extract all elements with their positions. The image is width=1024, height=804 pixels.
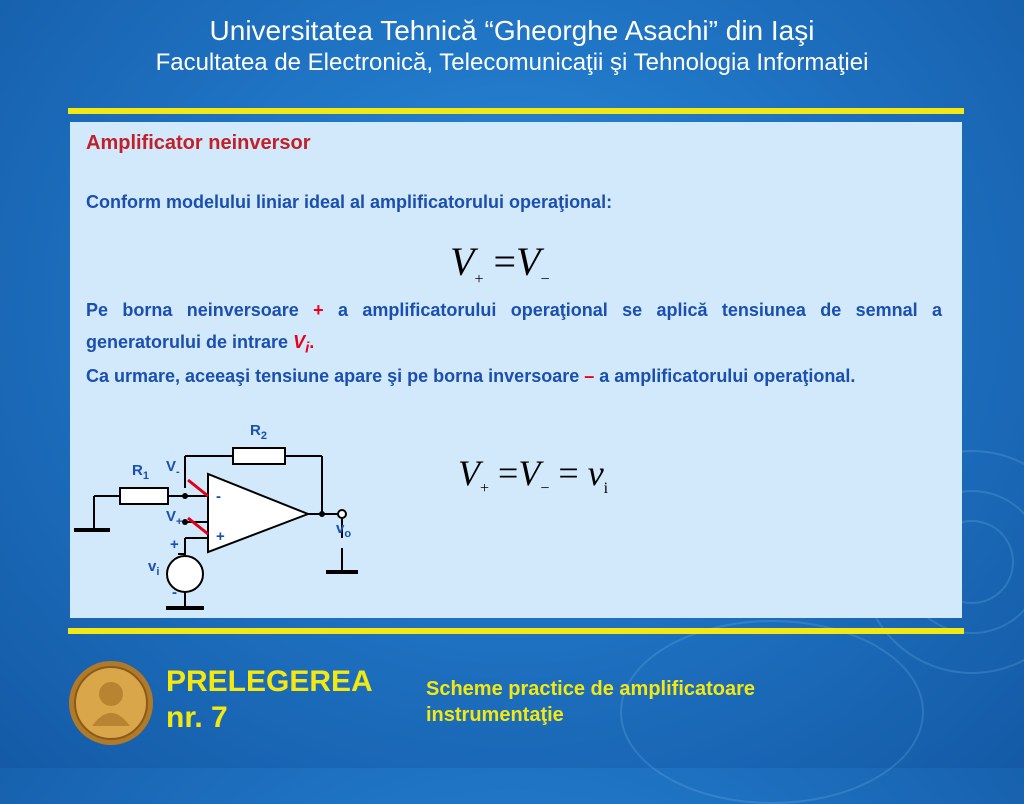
- resistor-r2: [233, 448, 285, 464]
- r2-label: $R_2$: [250, 422, 267, 442]
- equation-2: $V_+ =V_- = v_i$: [458, 453, 609, 498]
- opamp-circuit-diagram: [70, 418, 390, 618]
- vi-symbol: $V_i$: [293, 332, 310, 357]
- equation-1: $V_+ =V_-$: [450, 239, 550, 288]
- lecture-topic: Scheme practice de amplificatoare instrumentaţie: [426, 678, 756, 726]
- source-plus-label: +: [170, 536, 179, 553]
- minus-sign: –: [584, 366, 595, 386]
- top-divider: [68, 108, 964, 114]
- opamp-minus-label: -: [216, 488, 221, 505]
- slide-title: Amplificator neinversor: [86, 132, 311, 154]
- paragraph-2: Ca urmare, aceeaşi tensiune apare şi pe borna inversoare – a amplificatorului operaţional.: [86, 366, 856, 386]
- content-panel: [70, 122, 962, 618]
- vplus-label: $V_+$: [166, 508, 183, 528]
- faculty-name: Facultatea de Electronică, Telecomunicaţii şi Tehnologia Informaţiei: [155, 49, 869, 76]
- vi-label: $v_i$: [148, 558, 160, 578]
- source-minus-label: -: [172, 584, 177, 601]
- lecture-number: PRELEGEREA nr. 7: [166, 665, 373, 734]
- vminus-label: $V_-$: [166, 458, 180, 478]
- paragraph-1: Pe borna neinversoare + a amplificatorului operaţional se aplică tensiunea de semnal a generatorului de intrare $V_i$.: [86, 300, 942, 357]
- opamp-plus-label: +: [216, 528, 225, 545]
- vo-label: $v_o$: [336, 520, 352, 540]
- plus-sign: +: [313, 300, 324, 320]
- bottom-divider: [68, 628, 964, 634]
- r1-label: $R_1$: [132, 462, 149, 482]
- resistor-r1: [120, 488, 168, 504]
- intro-text: Conform modelului liniar ideal al amplificatorului operaţional:: [86, 192, 613, 212]
- university-name: Universitatea Tehnică “Gheorghe Asachi” din Iaşi: [209, 15, 815, 46]
- slide-header: [0, 14, 1024, 78]
- university-medal-logo: [68, 660, 154, 746]
